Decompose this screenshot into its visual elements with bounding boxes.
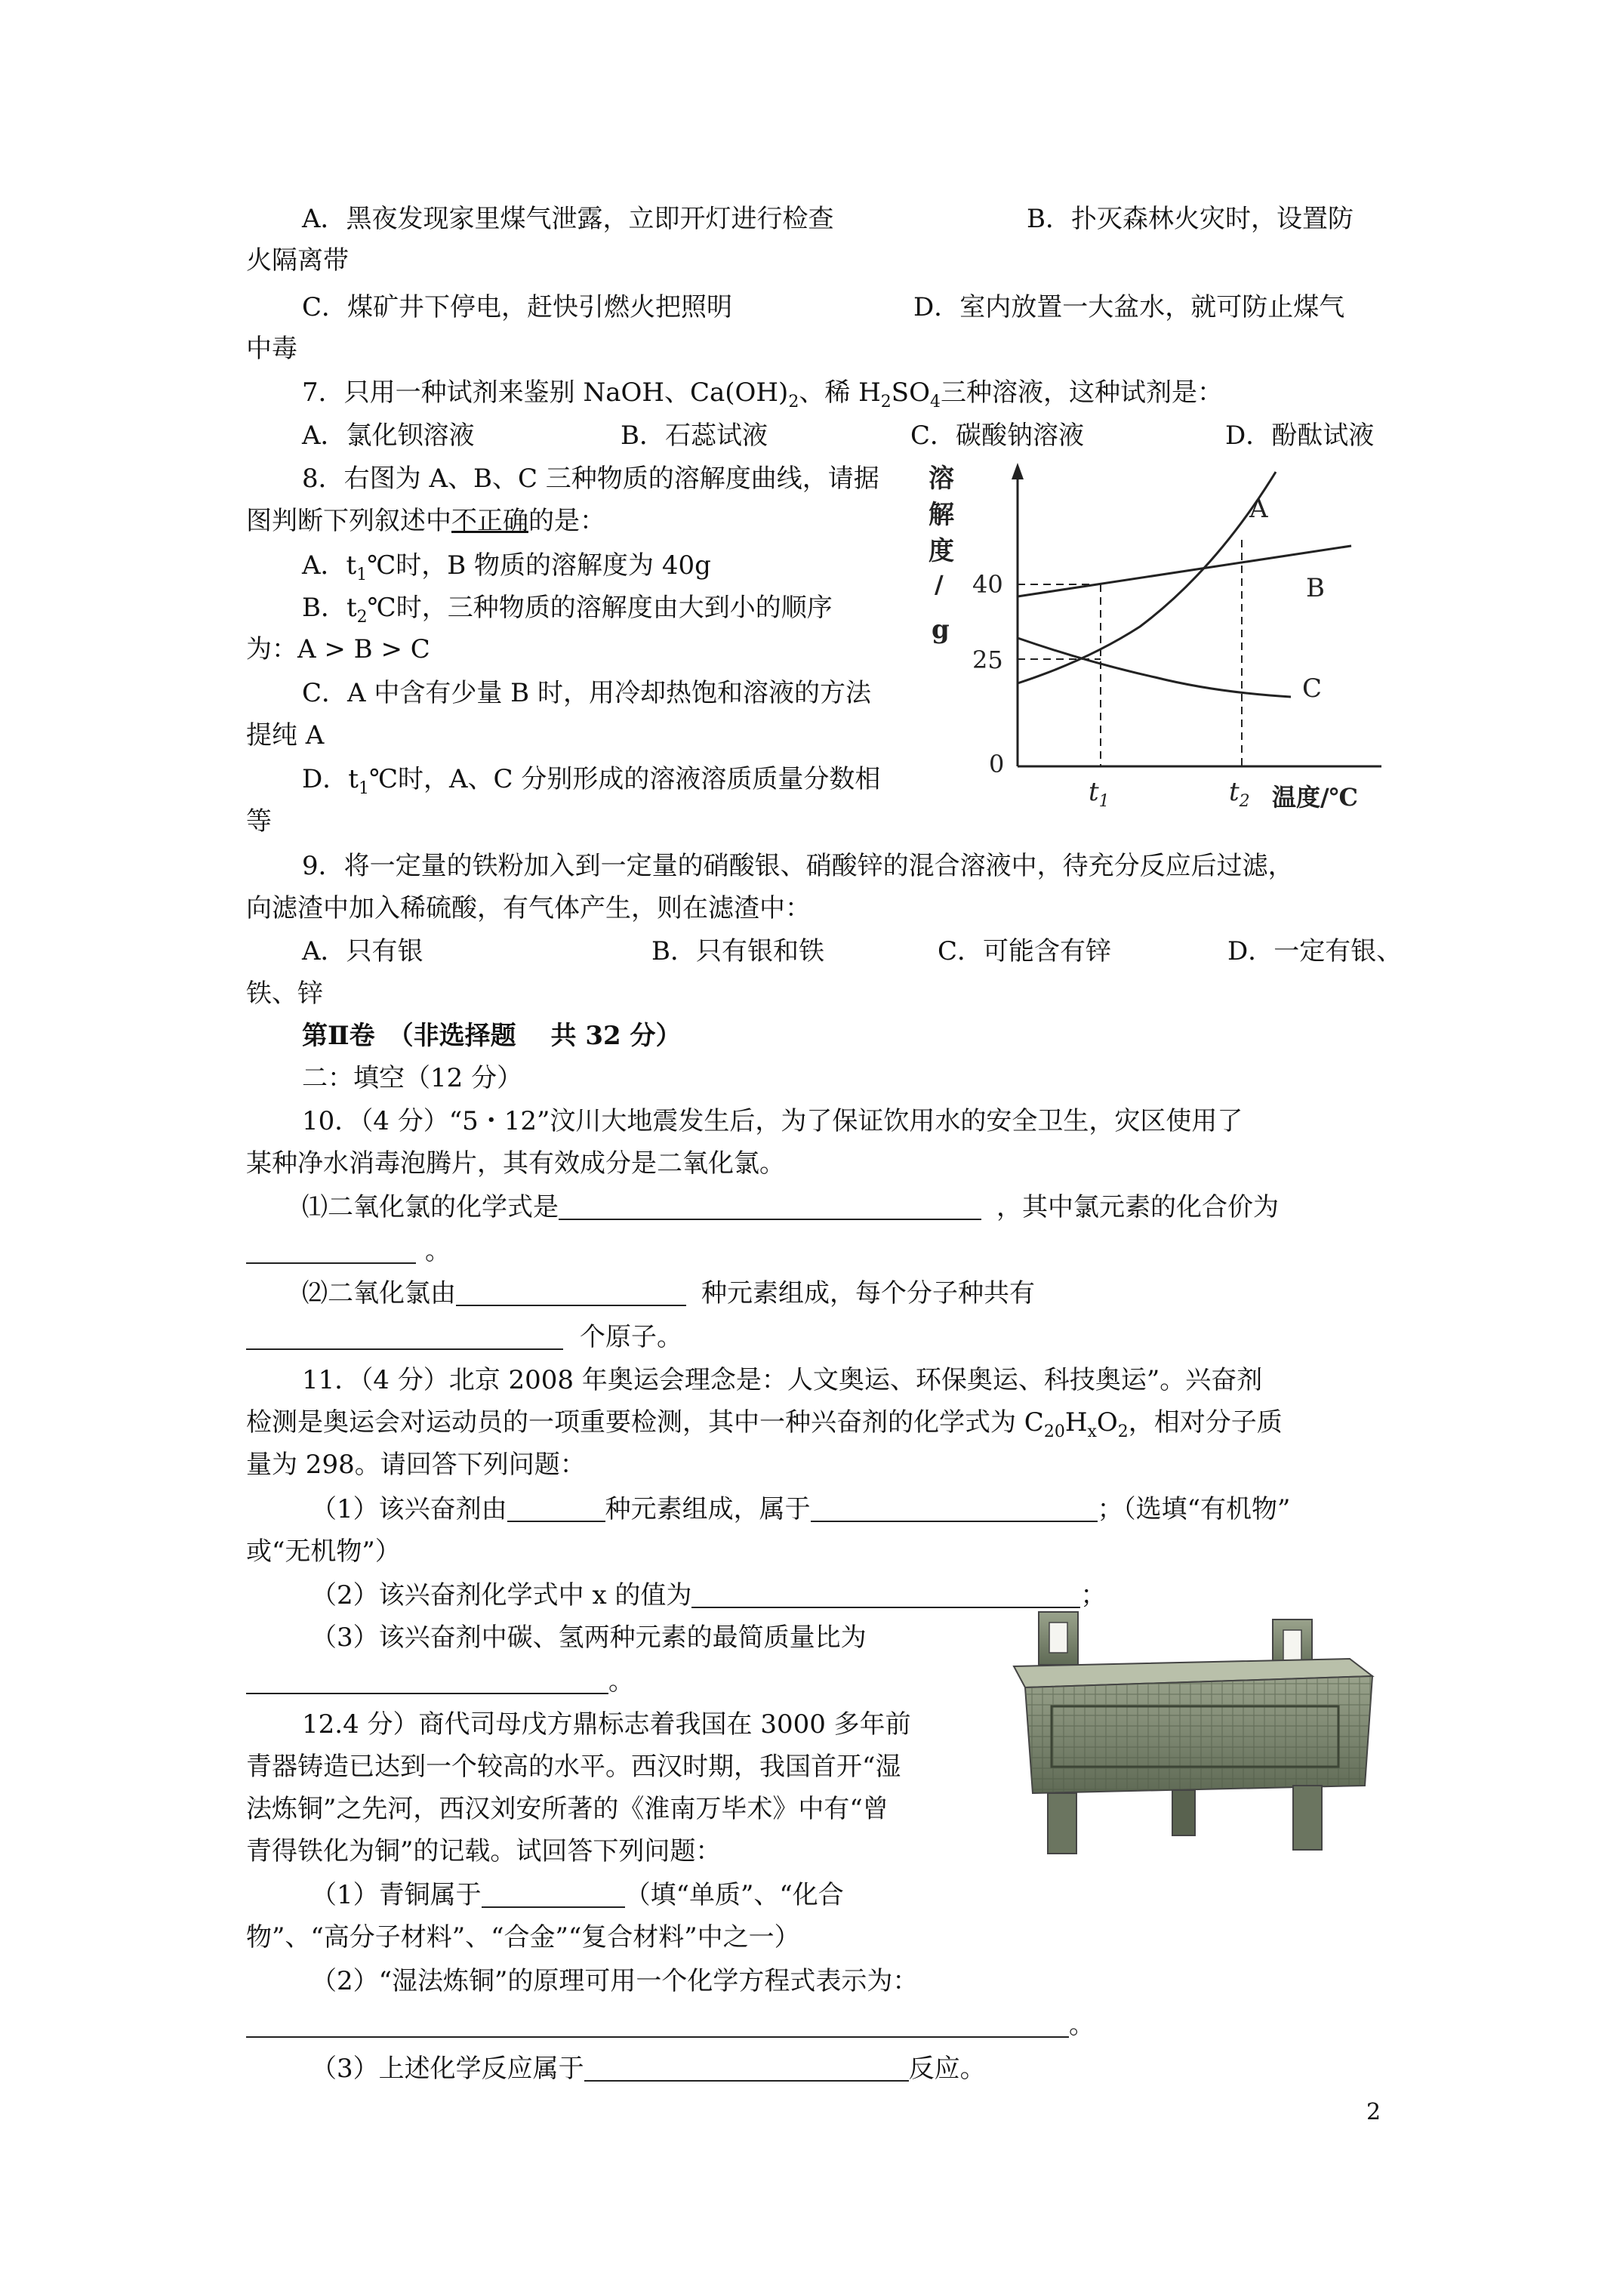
svg-text:溶: 溶 xyxy=(929,464,954,494)
q11-part-3: （3）该兴奋剂中碳、氢两种元素的最简质量比为 xyxy=(311,1623,867,1653)
answer-blank[interactable] xyxy=(246,1323,563,1350)
svg-text:解: 解 xyxy=(929,500,954,530)
svg-text:g: g xyxy=(932,615,950,645)
q6-option-b: B．扑灭森林火灾时，设置防 xyxy=(1027,204,1354,234)
section-2-title: 第Ⅱ卷 （非选择题 共 32 分） xyxy=(302,1021,682,1051)
q11-stem-cont-2: 量为 298。请回答下列问题： xyxy=(246,1450,586,1480)
q11-stem-cont: 检测是奥运会对运动员的一项重要检测，其中一种兴奋剂的化学式为 $C_{20}H_xO_2$，相对分子质 xyxy=(246,1407,1283,1441)
svg-text:度: 度 xyxy=(929,536,954,566)
x-tick-t1: $t_1$ xyxy=(1089,777,1110,811)
q9-option-c: C．可能含有锌 xyxy=(938,936,1112,966)
q12-stem-cont-1: 青器铸造已达到一个较高的水平。西汉时期，我国首开“湿 xyxy=(246,1752,901,1782)
q11-part-1-cont: 或“无机物”） xyxy=(246,1536,401,1567)
fill-section-heading: 二：填空（12 分） xyxy=(302,1063,523,1093)
q12-part-3: （3）上述化学反应属于 反应。 xyxy=(311,2054,986,2084)
q9-option-b: B．只有银和铁 xyxy=(651,936,824,966)
answer-blank[interactable] xyxy=(507,1495,605,1522)
q8-option-b: B．$t_2℃$时，三种物质的溶解度由大到小的顺序 xyxy=(302,593,833,627)
x-axis-label: 温度/℃ xyxy=(1272,783,1359,812)
q8-option-d: D．$t_1℃$时，A、C 分别形成的溶液溶质质量分数相 xyxy=(302,764,881,798)
q7-stem: 7．只用一种试剂来鉴别 NaOH、$Ca(OH)_2$、稀 $H_2SO_4$三种溶液，这种试剂是： xyxy=(302,378,1223,411)
bronze-ding-vessel-image xyxy=(995,1604,1391,1861)
answer-blank[interactable] xyxy=(559,1193,981,1220)
q8-option-a: A．$t_1℃$时，B 物质的溶解度为 40g xyxy=(302,550,711,584)
q11-part-3-cont: 。 xyxy=(246,1665,634,1698)
q7-option-c: C．碳酸钠溶液 xyxy=(910,421,1085,451)
q7-option-d: D．酚酞试液 xyxy=(1225,421,1375,451)
page-number: 2 xyxy=(1366,2099,1381,2125)
q12-part-2-cont: 。 xyxy=(246,2008,1095,2042)
q8-stem-cont: 图判断下列叙述中不正确的是： xyxy=(246,506,605,536)
answer-blank[interactable] xyxy=(246,2011,1069,2038)
y-tick-25: 25 xyxy=(972,646,1003,674)
answer-blank[interactable] xyxy=(456,1279,686,1306)
q10-stem-cont: 某种净水消毒泡腾片，其有效成分是二氧化氯。 xyxy=(246,1148,785,1179)
q11-part-2: （2）该兴奋剂化学式中 x 的值为 ； xyxy=(311,1580,1107,1610)
q9-option-d: D．一定有银、 xyxy=(1227,936,1403,966)
q11-stem: 11．（4 分）北京 2008 年奥运会理念是：人文奥运、环保奥运、科技奥运”。兴奋剂 xyxy=(302,1365,1263,1395)
q8-stem: 8．右图为 A、B、C 三种物质的溶解度曲线，请据 xyxy=(302,464,879,494)
q6-option-b-cont: 火隔离带 xyxy=(246,245,349,276)
series-label-b: B xyxy=(1306,573,1325,603)
q8-option-b-cont: 为：A > B > C xyxy=(246,634,430,664)
q10-part-1-cont: 。 xyxy=(246,1234,451,1268)
y-tick-0: 0 xyxy=(989,750,1005,778)
q9-option-d-cont: 铁、锌 xyxy=(246,978,323,1009)
q12-part-1-cont: 物”、“高分子材料”、“合金”“复合材料”中之一） xyxy=(246,1922,800,1952)
y-axis-label xyxy=(929,464,954,645)
q12-stem: 12.4 分）商代司母戊方鼎标志着我国在 3000 多年前 xyxy=(302,1709,911,1740)
q11-part-1: （1）该兴奋剂由 种元素组成，属于 ；（选填“有机物” xyxy=(311,1494,1291,1524)
svg-text:/: / xyxy=(935,570,944,599)
q12-stem-cont-3: 青得铁化为铜”的记载。试回答下列问题： xyxy=(246,1836,722,1866)
series-label-a: A xyxy=(1249,494,1268,524)
q12-stem-cont-2: 法炼铜”之先河，西汉刘安所著的《淮南万毕术》中有“曾 xyxy=(246,1794,888,1824)
q6-option-c: C．煤矿井下停电，赶快引燃火把照明 xyxy=(302,292,733,322)
x-tick-t2: $t_2$ xyxy=(1229,777,1250,811)
answer-blank[interactable] xyxy=(811,1495,1098,1522)
q12-part-2: （2）“湿法炼铜”的原理可用一个化学方程式表示为： xyxy=(311,1966,919,1996)
q9-option-a: A．只有银 xyxy=(302,936,423,966)
answer-blank[interactable] xyxy=(584,2054,909,2082)
q8-option-d-cont: 等 xyxy=(246,806,272,837)
q10-stem: 10．（4 分）“5・12”汶川大地震发生后，为了保证饮用水的安全卫生，灾区使用了 xyxy=(302,1106,1243,1136)
q10-part-2: ⑵二氧化氯由 种元素组成，每个分子种共有 xyxy=(302,1278,1035,1308)
answer-blank[interactable] xyxy=(246,1237,416,1264)
q7-option-a: A．氯化钡溶液 xyxy=(302,421,475,451)
q6-option-d: D．室内放置一大盆水，就可防止煤气 xyxy=(913,292,1345,322)
answer-blank[interactable] xyxy=(482,1881,625,1908)
y-axis-arrow xyxy=(1012,463,1024,479)
q10-part-1: ⑴二氧化氯的化学式是 ，其中氯元素的化合价为 xyxy=(302,1192,1279,1222)
y-tick-40: 40 xyxy=(972,570,1003,599)
series-label-c: C xyxy=(1302,673,1323,704)
q8-option-c-cont: 提纯 A xyxy=(246,720,325,750)
q7-option-b: B．石蕊试液 xyxy=(621,421,768,451)
q6-option-a: A．黑夜发现家里煤气泄露，立即开灯进行检查 xyxy=(302,204,834,234)
q8-option-c: C．A 中含有少量 B 时，用冷却热饱和溶液的方法 xyxy=(302,678,871,708)
answer-blank[interactable] xyxy=(246,1667,608,1694)
q9-stem: 9．将一定量的铁粉加入到一定量的硝酸银、硝酸锌的混合溶液中，待充分反应后过滤， xyxy=(302,851,1294,881)
q6-option-d-cont: 中毒 xyxy=(246,334,297,364)
q9-stem-cont: 向滤渣中加入稀硫酸，有气体产生，则在滤渣中： xyxy=(246,893,811,923)
q10-part-2-cont: 个原子。 xyxy=(246,1321,682,1354)
solubility-chart xyxy=(929,457,1389,812)
q12-part-1: （1）青铜属于 （填“单质”、“化合 xyxy=(311,1880,844,1910)
